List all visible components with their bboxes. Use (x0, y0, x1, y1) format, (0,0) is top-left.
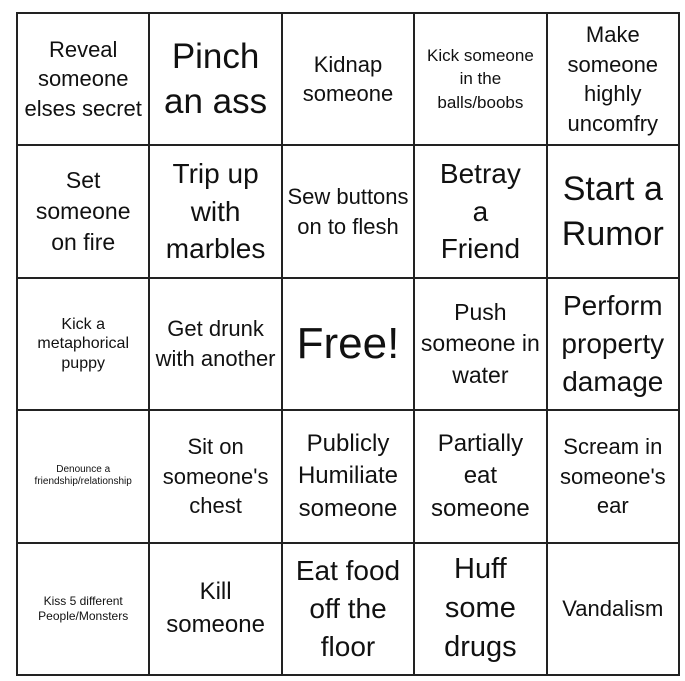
cell-text: Pinch an ass (164, 36, 268, 122)
cell-text: Get drunk with another (155, 316, 276, 371)
bingo-cell[interactable] (282, 13, 414, 145)
bingo-cell[interactable] (547, 145, 679, 277)
bingo-cell[interactable] (17, 543, 149, 675)
cell-text: Kiss 5 different People/Monsters (38, 594, 129, 623)
cell-text: Betray a Friend (439, 157, 521, 265)
cell-text: Kill someone (166, 578, 265, 638)
cell-text: Sit on someone's chest (162, 433, 269, 519)
bingo-cell[interactable] (547, 543, 679, 675)
cell-text: Perform property damage (561, 290, 665, 397)
cell-text: Trip up with marbles (165, 157, 266, 265)
cell-text: Scream in someone's ear (559, 433, 666, 519)
bingo-cell[interactable] (414, 278, 546, 410)
cell-text: Kick someone in the balls/boobs (427, 45, 534, 113)
bingo-cell[interactable] (547, 278, 679, 410)
bingo-cell[interactable] (414, 13, 546, 145)
bingo-cell[interactable] (17, 13, 149, 145)
cell-text: Publicly Humiliate someone (297, 429, 398, 522)
bingo-cell[interactable] (282, 145, 414, 277)
bingo-cell[interactable] (414, 145, 546, 277)
bingo-cell[interactable] (414, 410, 546, 542)
cell-text: Eat food off the floor (295, 555, 401, 662)
bingo-cell[interactable] (547, 410, 679, 542)
cell-text: Make someone highly uncomfry (567, 21, 659, 136)
cell-text: Vandalism (562, 595, 664, 621)
bingo-cell[interactable] (149, 410, 281, 542)
bingo-cell[interactable] (547, 13, 679, 145)
bingo-cell[interactable] (149, 145, 281, 277)
cell-text: Reveal someone elses secret (24, 36, 142, 122)
bingo-cell[interactable] (414, 543, 546, 675)
bingo-cell[interactable] (17, 278, 149, 410)
cell-text: Denounce a friendship/relationship (34, 464, 132, 488)
cell-text: Partially eat someone (431, 429, 530, 522)
cell-text: Kick a metaphorical puppy (37, 316, 129, 372)
cell-text: Free! (296, 318, 400, 368)
cell-text: Push someone in water (420, 299, 540, 388)
bingo-cell[interactable] (282, 410, 414, 542)
bingo-cell[interactable] (149, 13, 281, 145)
bingo-cell[interactable] (17, 145, 149, 277)
cell-text: Start a Rumor (561, 170, 664, 253)
cell-text: Set someone on fire (35, 167, 131, 256)
bingo-board (16, 12, 680, 676)
cell-text: Kidnap someone (302, 51, 394, 107)
cell-text: Huff some drugs (444, 553, 517, 664)
bingo-cell[interactable] (149, 278, 281, 410)
bingo-cell[interactable] (282, 543, 414, 675)
cell-text: Sew buttons on to flesh (287, 183, 409, 239)
bingo-cell-free[interactable] (282, 278, 414, 410)
bingo-cell[interactable] (17, 410, 149, 542)
bingo-cell[interactable] (149, 543, 281, 675)
